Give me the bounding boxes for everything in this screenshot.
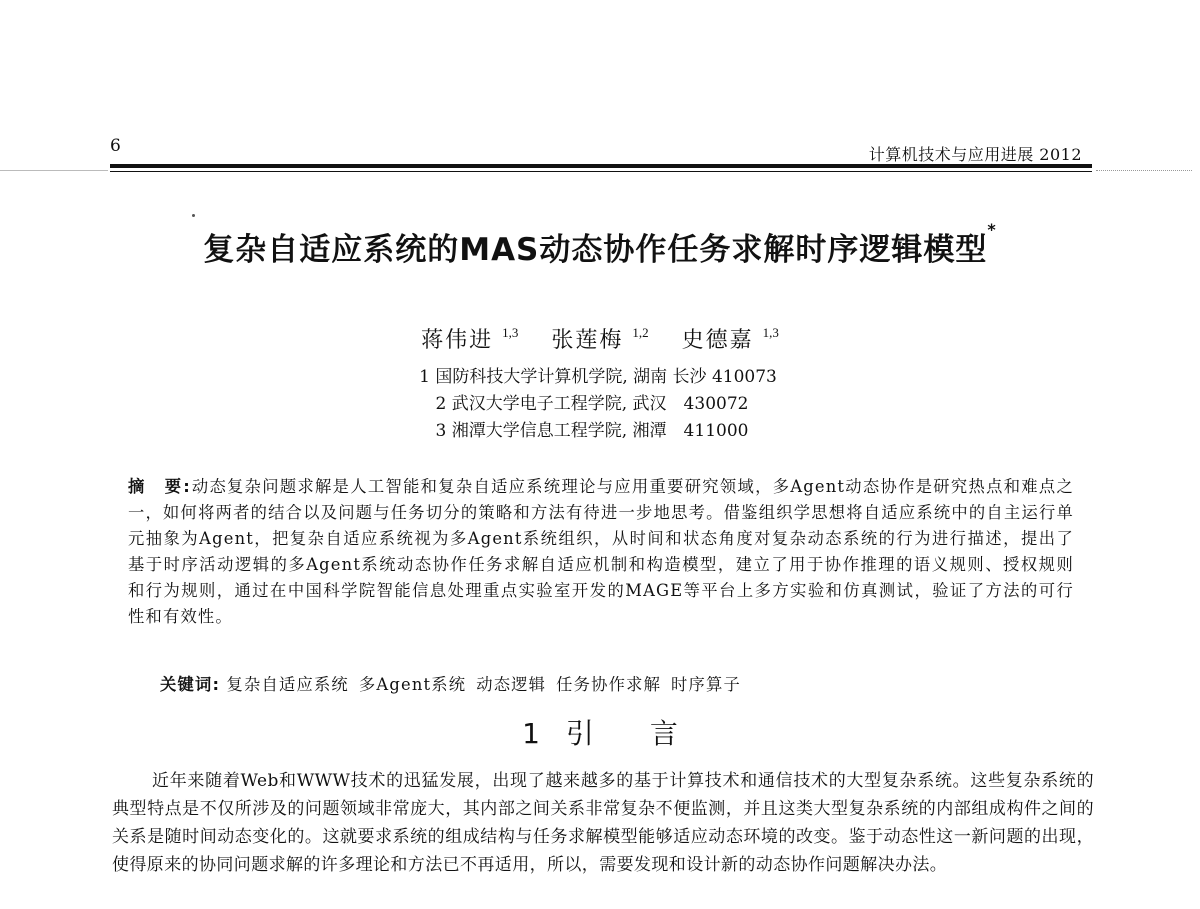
body-paragraph: 近年来随着Web和WWW技术的迅猛发展，出现了越来越多的基于计算技术和通信技术的大型复杂系统。这些复杂系统的典型特点是不仅所涉及的问题领域非常庞大，其内部之间关系非常复杂不便监测，并且这类大型复杂系统的内部组成构件之间的关系是随时间动态变化的。这就要求系统的组成结构与任务求解模型能够适应动态环境的改变。鉴于动态性这一新问题的出现，使得原来的协同问题求解的许多理论和方法已不再适用，所以，需要发现和设计新的动态协作问题解决办法。 bbox=[112, 771, 1094, 875]
affiliation-1: 1 国防科技大学计算机学院, 湖南 长沙 410073 bbox=[419, 367, 777, 387]
abstract bbox=[128, 474, 1074, 630]
page-number: 6 bbox=[110, 136, 121, 156]
keyword: 多Agent系统 bbox=[358, 675, 467, 694]
scan-edge-left bbox=[0, 170, 108, 171]
author-list bbox=[0, 323, 1200, 354]
title-footnote-mark: * bbox=[987, 220, 997, 239]
scan-edge-right bbox=[1096, 170, 1192, 171]
section-title-part1: 引 bbox=[565, 717, 594, 750]
section-number: 1 bbox=[522, 717, 540, 750]
keyword: 复杂自适应系统 bbox=[226, 675, 349, 694]
author-2: 张莲梅 $^{1,2}$ bbox=[551, 324, 649, 353]
keyword: 任务协作求解 bbox=[556, 675, 662, 694]
scan-speck bbox=[192, 214, 195, 217]
author-3: 史德嘉 $^{1,3}$ bbox=[681, 324, 779, 353]
section-heading bbox=[0, 712, 1200, 752]
header-rule-thick bbox=[110, 164, 1092, 168]
title-text: 复杂自适应系统的MAS动态协作任务求解时序逻辑模型 bbox=[203, 232, 988, 268]
author-1: 蒋伟进 $^{1,3}$ bbox=[421, 324, 519, 353]
affiliation-3: 3 湘潭大学信息工程学院, 湘潭 411000 bbox=[435, 421, 749, 441]
keywords-label: 关键词: bbox=[160, 675, 221, 694]
abstract-label: 摘 要: bbox=[128, 477, 192, 496]
affiliation-2: 2 武汉大学电子工程学院, 武汉 430072 bbox=[435, 394, 749, 414]
keyword: 时序算子 bbox=[671, 675, 741, 694]
header-rule-thin bbox=[110, 171, 1092, 172]
paper-title bbox=[0, 220, 1200, 269]
abstract-text: 动态复杂问题求解是人工智能和复杂自适应系统理论与应用重要研究领域，多Agent动态协作是研究热点和难点之一，如何将两者的结合以及问题与任务切分的策略和方法有待进一步地思考。借鉴组织学思想将自适应系统中的自主运行单元抽象为Agent，把复杂自适应系统视为多Agent系统组织，从时间和状态角度对复杂动态系统的行为进行描述，提出了基于时序活动逻辑的多Agent系统动态协作任务求解自适应机制和构造模型，建立了用于协作推理的语义规则、授权规则和行为规则，通过在中国科学院智能信息处理重点实验室开发的MAGE等平台上多方实验和仿真测试，验证了方法的可行性和有效性。 bbox=[128, 477, 1074, 626]
journal-header: 计算机技术与应用进展 2012 bbox=[868, 145, 1082, 164]
keyword: 动态逻辑 bbox=[476, 675, 547, 694]
keywords bbox=[160, 671, 751, 695]
section-title-part2: 言 bbox=[649, 717, 678, 750]
